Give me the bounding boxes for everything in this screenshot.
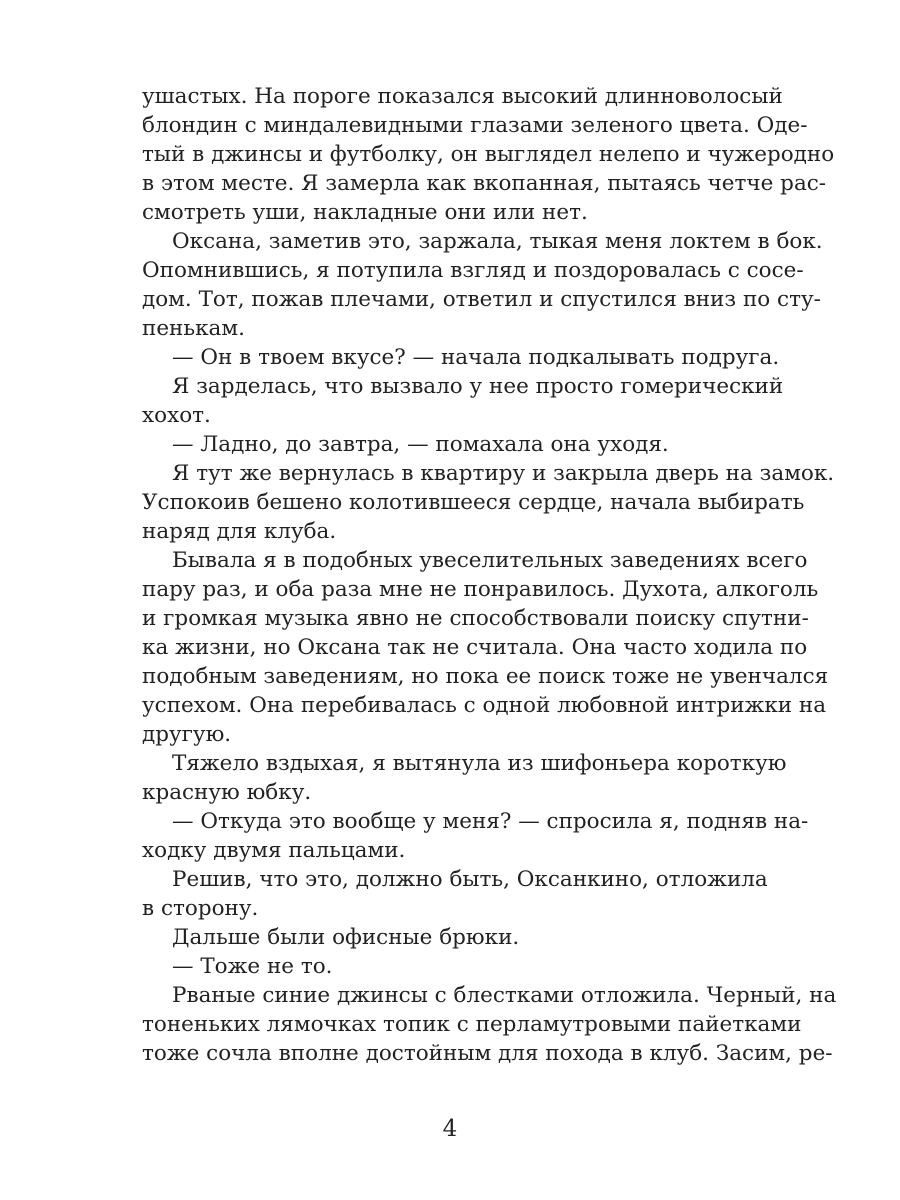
text-line: Оксана, заметив это, заржала, тыкая меня локтем в бок. [172, 229, 823, 254]
text-line: смотреть уши, накладные они или нет. [142, 200, 588, 225]
text-line: блондин с миндалевидными глазами зеленого цвета. Оде- [142, 113, 808, 138]
text-line: и громкая музыка явно не способствовали поиску спутни- [142, 606, 809, 631]
text-line: ка жизни, но Оксана так не считала. Она часто ходила по [142, 635, 808, 660]
text-line: в сторону. [142, 896, 259, 921]
text-line: Дальше были офисные брюки. [172, 925, 520, 950]
text-line: Опомнившись, я потупила взгляд и поздоровалась с сосе- [142, 258, 804, 283]
text-line: — Тоже не то. [172, 954, 333, 979]
page-number: 4 [442, 1116, 458, 1142]
text-line: — Откуда это вообще у меня? — спросила я, подняв на- [172, 809, 809, 834]
text-line: в этом месте. Я замерла как вкопанная, пытаясь четче рас- [142, 171, 827, 196]
text-line: тый в джинсы и футболку, он выглядел нелепо и чужеродно [142, 142, 835, 167]
text-line: другую. [142, 722, 232, 747]
text-line: Рваные синие джинсы с блестками отложила. Черный, на [172, 983, 837, 1008]
text-line: пару раз, и оба раза мне не понравилось. Духота, алкоголь [142, 577, 819, 602]
text-line: Я тут же вернулась в квартиру и закрыла дверь на замок. [172, 461, 835, 486]
text-line: подобным заведениям, но пока ее поиск тоже не увенчался [142, 664, 829, 689]
text-line: ходку двумя пальцами. [142, 838, 406, 863]
text-line: наряд для клуба. [142, 519, 337, 544]
text-line: Тяжело вздыхая, я вытянула из шифоньера короткую [172, 751, 787, 776]
body-text [142, 82, 837, 1068]
text-line: хохот. [142, 403, 211, 428]
text-line: Решив, что это, должно быть, Оксанкино, отложила [172, 867, 768, 892]
text-line: — Он в твоем вкусе? — начала подкалывать подруга. [172, 345, 780, 370]
text-line: Бывала я в подобных увеселительных заведениях всего [172, 548, 808, 573]
text-line: пенькам. [142, 316, 245, 341]
text-line: успехом. Она перебивалась с одной любовной интрижки на [142, 693, 827, 718]
text-line: дом. Тот, пожав плечами, ответил и спустился вниз по сту- [142, 287, 821, 312]
text-line: Успокоив бешено колотившееся сердце, начала выбирать [142, 490, 805, 515]
text-line: Я зарделась, что вызвало у нее просто гомерический [172, 374, 784, 399]
text-line: тоже сочла вполне достойным для похода в клуб. Засим, ре- [142, 1041, 833, 1066]
text-line: красную юбку. [142, 780, 312, 805]
text-line: — Ладно, до завтра, — помахала она уходя. [172, 432, 669, 457]
text-line: ушастых. На пороге показался высокий длинноволосый [142, 84, 783, 109]
text-line: тоненьких лямочках топик с перламутровыми пайетками [142, 1012, 802, 1037]
